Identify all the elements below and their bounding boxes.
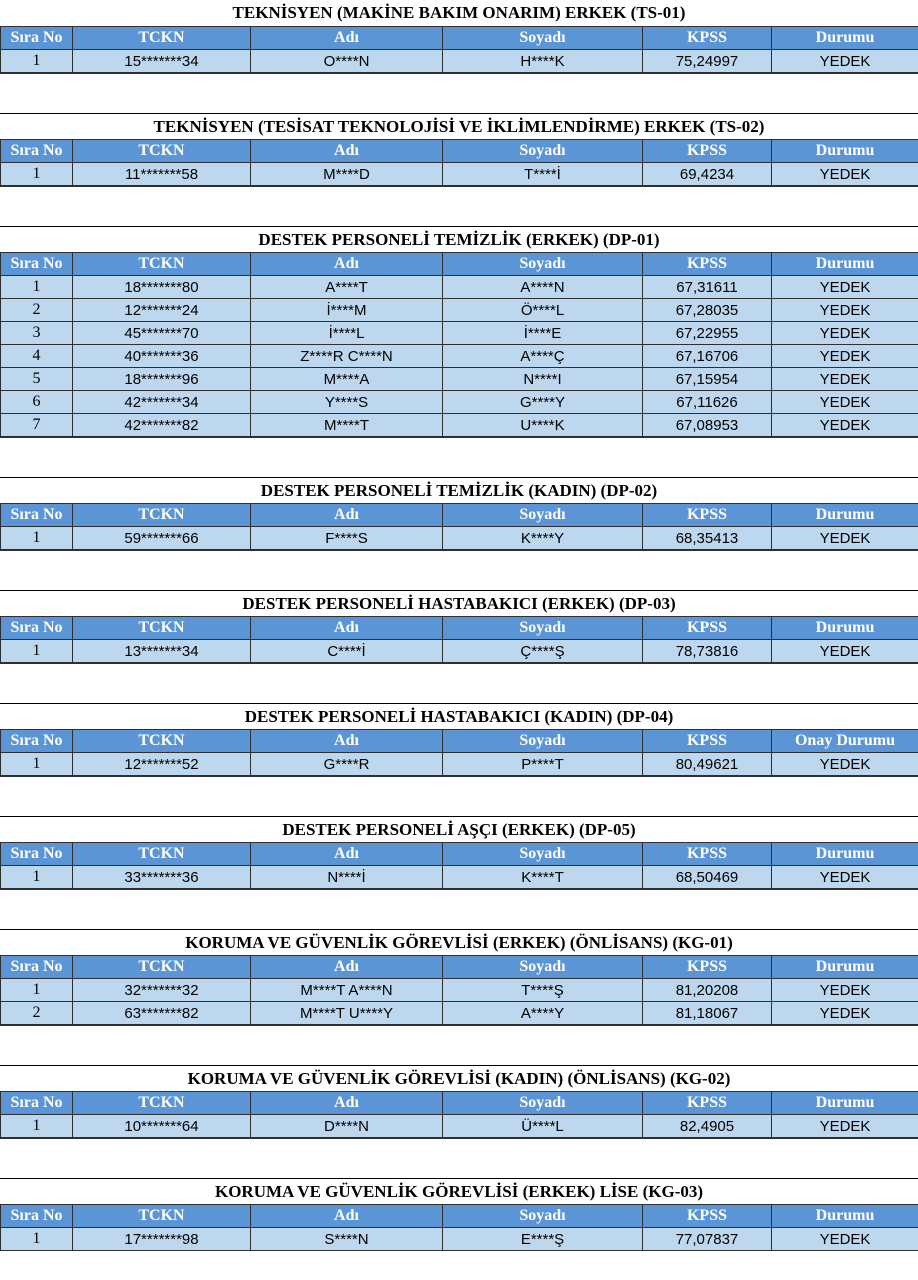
results-table: [0, 252, 918, 437]
section-title: DESTEK PERSONELİ TEMİZLİK (KADIN) (DP-02): [0, 477, 918, 503]
cell-adi: M****T U****Y: [251, 1002, 443, 1025]
column-header-tckn: TCKN: [73, 843, 251, 866]
cell-durumu: YEDEK: [772, 299, 918, 322]
header-row: [1, 617, 918, 640]
header-row: [1, 843, 918, 866]
cell-tckn: 42*******82: [73, 414, 251, 437]
section-spacer: [0, 1025, 918, 1065]
cell-durumu: YEDEK: [772, 414, 918, 437]
cell-adi: C****İ: [251, 640, 443, 663]
cell-tckn: 33*******36: [73, 866, 251, 889]
cell-tckn: 32*******32: [73, 979, 251, 1002]
table-row: [1, 640, 918, 663]
cell-sira-no: 1: [1, 866, 73, 889]
column-header-tckn: TCKN: [73, 617, 251, 640]
column-header-adi: Adı: [251, 140, 443, 163]
cell-adi: İ****M: [251, 299, 443, 322]
cell-soyadi: A****Ç: [443, 345, 643, 368]
cell-sira-no: 1: [1, 640, 73, 663]
column-header-tckn: TCKN: [73, 1205, 251, 1228]
column-header-soyadi: Soyadı: [443, 956, 643, 979]
cell-tckn: 40*******36: [73, 345, 251, 368]
results-table: [0, 616, 918, 663]
cell-tckn: 11*******58: [73, 163, 251, 186]
result-section: [0, 590, 918, 703]
cell-kpss: 67,08953: [643, 414, 772, 437]
section-title: DESTEK PERSONELİ AŞÇI (ERKEK) (DP-05): [0, 816, 918, 842]
column-header-adi: Adı: [251, 253, 443, 276]
section-spacer: [0, 437, 918, 477]
cell-durumu: YEDEK: [772, 50, 918, 73]
result-section: [0, 816, 918, 929]
table-row: [1, 50, 918, 73]
results-table: [0, 842, 918, 889]
cell-sira-no: 5: [1, 368, 73, 391]
table-row: [1, 322, 918, 345]
table-row: [1, 414, 918, 437]
cell-sira-no: 1: [1, 276, 73, 299]
column-header-sira-no: Sıra No: [1, 956, 73, 979]
cell-soyadi: U****K: [443, 414, 643, 437]
cell-adi: A****T: [251, 276, 443, 299]
cell-kpss: 67,11626: [643, 391, 772, 414]
column-header-soyadi: Soyadı: [443, 843, 643, 866]
cell-tckn: 12*******24: [73, 299, 251, 322]
cell-adi: N****İ: [251, 866, 443, 889]
column-header-kpss: KPSS: [643, 504, 772, 527]
table-row: [1, 527, 918, 550]
cell-tckn: 45*******70: [73, 322, 251, 345]
column-header-soyadi: Soyadı: [443, 730, 643, 753]
section-spacer: [0, 186, 918, 226]
column-header-sira-no: Sıra No: [1, 1092, 73, 1115]
section-title: KORUMA VE GÜVENLİK GÖREVLİSİ (KADIN) (ÖNLİSANS) (KG-02): [0, 1065, 918, 1091]
column-header-adi: Adı: [251, 1205, 443, 1228]
cell-soyadi: G****Y: [443, 391, 643, 414]
column-header-sira-no: Sıra No: [1, 27, 73, 50]
cell-adi: M****T A****N: [251, 979, 443, 1002]
cell-sira-no: 1: [1, 50, 73, 73]
cell-kpss: 68,50469: [643, 866, 772, 889]
column-header-sira-no: Sıra No: [1, 253, 73, 276]
column-header-durumu: Durumu: [772, 843, 918, 866]
cell-kpss: 81,18067: [643, 1002, 772, 1025]
cell-tckn: 18*******80: [73, 276, 251, 299]
column-header-kpss: KPSS: [643, 617, 772, 640]
cell-sira-no: 7: [1, 414, 73, 437]
result-section: [0, 113, 918, 226]
cell-sira-no: 1: [1, 1115, 73, 1138]
column-header-tckn: TCKN: [73, 253, 251, 276]
cell-adi: Z****R C****N: [251, 345, 443, 368]
cell-durumu: YEDEK: [772, 368, 918, 391]
cell-tckn: 18*******96: [73, 368, 251, 391]
column-header-adi: Adı: [251, 504, 443, 527]
section-spacer: [0, 889, 918, 929]
section-spacer: [0, 776, 918, 816]
cell-sira-no: 3: [1, 322, 73, 345]
column-header-soyadi: Soyadı: [443, 1092, 643, 1115]
results-table: [0, 503, 918, 550]
column-header-durumu: Durumu: [772, 27, 918, 50]
cell-sira-no: 2: [1, 299, 73, 322]
cell-durumu: YEDEK: [772, 276, 918, 299]
cell-kpss: 67,28035: [643, 299, 772, 322]
cell-soyadi: T****İ: [443, 163, 643, 186]
table-row: [1, 979, 918, 1002]
cell-sira-no: 2: [1, 1002, 73, 1025]
column-header-sira-no: Sıra No: [1, 1205, 73, 1228]
cell-soyadi: K****T: [443, 866, 643, 889]
header-row: [1, 730, 918, 753]
cell-soyadi: Ö****L: [443, 299, 643, 322]
table-row: [1, 299, 918, 322]
result-section: [0, 1065, 918, 1178]
header-row: [1, 27, 918, 50]
cell-soyadi: T****Ş: [443, 979, 643, 1002]
column-header-durumu: Onay Durumu: [772, 730, 918, 753]
result-section: [0, 929, 918, 1065]
cell-durumu: YEDEK: [772, 1228, 918, 1251]
column-header-kpss: KPSS: [643, 1092, 772, 1115]
results-table: [0, 26, 918, 73]
cell-adi: O****N: [251, 50, 443, 73]
column-header-soyadi: Soyadı: [443, 27, 643, 50]
section-title: TEKNİSYEN (TESİSAT TEKNOLOJİSİ VE İKLİMLENDİRME) ERKEK (TS-02): [0, 113, 918, 139]
cell-kpss: 78,73816: [643, 640, 772, 663]
column-header-adi: Adı: [251, 956, 443, 979]
table-row: [1, 1002, 918, 1025]
column-header-kpss: KPSS: [643, 843, 772, 866]
cell-durumu: YEDEK: [772, 1002, 918, 1025]
table-row: [1, 866, 918, 889]
cell-adi: M****A: [251, 368, 443, 391]
cell-tckn: 12*******52: [73, 753, 251, 776]
column-header-kpss: KPSS: [643, 730, 772, 753]
header-row: [1, 504, 918, 527]
cell-soyadi: A****Y: [443, 1002, 643, 1025]
table-row: [1, 345, 918, 368]
column-header-kpss: KPSS: [643, 1205, 772, 1228]
result-section: [0, 703, 918, 816]
table-row: [1, 276, 918, 299]
column-header-soyadi: Soyadı: [443, 617, 643, 640]
column-header-sira-no: Sıra No: [1, 617, 73, 640]
cell-tckn: 42*******34: [73, 391, 251, 414]
section-title: KORUMA VE GÜVENLİK GÖREVLİSİ (ERKEK) (ÖNLİSANS) (KG-01): [0, 929, 918, 955]
cell-tckn: 15*******34: [73, 50, 251, 73]
cell-adi: G****R: [251, 753, 443, 776]
cell-kpss: 67,15954: [643, 368, 772, 391]
cell-sira-no: 6: [1, 391, 73, 414]
cell-tckn: 10*******64: [73, 1115, 251, 1138]
result-section: [0, 226, 918, 477]
cell-durumu: YEDEK: [772, 1115, 918, 1138]
column-header-kpss: KPSS: [643, 253, 772, 276]
header-row: [1, 956, 918, 979]
cell-adi: İ****L: [251, 322, 443, 345]
section-title: DESTEK PERSONELİ HASTABAKICI (KADIN) (DP-04): [0, 703, 918, 729]
cell-adi: D****N: [251, 1115, 443, 1138]
section-spacer: [0, 663, 918, 703]
section-spacer: [0, 1138, 918, 1178]
cell-sira-no: 1: [1, 979, 73, 1002]
cell-soyadi: Ü****L: [443, 1115, 643, 1138]
table-row: [1, 753, 918, 776]
cell-kpss: 75,24997: [643, 50, 772, 73]
section-title: DESTEK PERSONELİ TEMİZLİK (ERKEK) (DP-01): [0, 226, 918, 252]
column-header-adi: Adı: [251, 730, 443, 753]
section-title: DESTEK PERSONELİ HASTABAKICI (ERKEK) (DP-03): [0, 590, 918, 616]
result-section: [0, 477, 918, 590]
result-section: [0, 0, 918, 113]
column-header-soyadi: Soyadı: [443, 253, 643, 276]
column-header-kpss: KPSS: [643, 140, 772, 163]
column-header-tckn: TCKN: [73, 956, 251, 979]
column-header-kpss: KPSS: [643, 956, 772, 979]
header-row: [1, 1092, 918, 1115]
cell-soyadi: İ****E: [443, 322, 643, 345]
cell-sira-no: 1: [1, 163, 73, 186]
cell-tckn: 13*******34: [73, 640, 251, 663]
results-table: [0, 955, 918, 1025]
cell-kpss: 82,4905: [643, 1115, 772, 1138]
column-header-durumu: Durumu: [772, 140, 918, 163]
column-header-soyadi: Soyadı: [443, 140, 643, 163]
cell-durumu: YEDEK: [772, 866, 918, 889]
cell-adi: Y****S: [251, 391, 443, 414]
cell-tckn: 59*******66: [73, 527, 251, 550]
cell-durumu: YEDEK: [772, 391, 918, 414]
column-header-tckn: TCKN: [73, 27, 251, 50]
results-table: [0, 1091, 918, 1138]
column-header-kpss: KPSS: [643, 27, 772, 50]
header-row: [1, 253, 918, 276]
section-title: KORUMA VE GÜVENLİK GÖREVLİSİ (ERKEK) LİSE (KG-03): [0, 1178, 918, 1204]
column-header-sira-no: Sıra No: [1, 730, 73, 753]
cell-soyadi: A****N: [443, 276, 643, 299]
column-header-tckn: TCKN: [73, 1092, 251, 1115]
section-title: TEKNİSYEN (MAKİNE BAKIM ONARIM) ERKEK (TS-01): [232, 3, 686, 22]
cell-kpss: 68,35413: [643, 527, 772, 550]
column-header-sira-no: Sıra No: [1, 504, 73, 527]
cell-durumu: YEDEK: [772, 345, 918, 368]
results-table: [0, 1204, 918, 1251]
column-header-tckn: TCKN: [73, 140, 251, 163]
column-header-durumu: Durumu: [772, 1205, 918, 1228]
results-table: [0, 729, 918, 776]
section-spacer: [0, 73, 918, 113]
header-row: [1, 140, 918, 163]
cell-adi: S****N: [251, 1228, 443, 1251]
column-header-sira-no: Sıra No: [1, 140, 73, 163]
column-header-adi: Adı: [251, 843, 443, 866]
table-row: [1, 163, 918, 186]
column-header-adi: Adı: [251, 27, 443, 50]
cell-sira-no: 1: [1, 527, 73, 550]
column-header-durumu: Durumu: [772, 1092, 918, 1115]
cell-kpss: 67,16706: [643, 345, 772, 368]
cell-sira-no: 1: [1, 1228, 73, 1251]
column-header-soyadi: Soyadı: [443, 1205, 643, 1228]
cell-sira-no: 1: [1, 753, 73, 776]
section-spacer: [0, 550, 918, 590]
column-header-tckn: TCKN: [73, 504, 251, 527]
table-row: [1, 1228, 918, 1251]
cell-adi: M****D: [251, 163, 443, 186]
table-row: [1, 368, 918, 391]
result-section: [0, 1178, 918, 1251]
cell-tckn: 63*******82: [73, 1002, 251, 1025]
table-row: [1, 391, 918, 414]
cell-durumu: YEDEK: [772, 979, 918, 1002]
table-row: [1, 1115, 918, 1138]
cell-soyadi: P****T: [443, 753, 643, 776]
column-header-durumu: Durumu: [772, 504, 918, 527]
cell-durumu: YEDEK: [772, 163, 918, 186]
cell-durumu: YEDEK: [772, 527, 918, 550]
cell-kpss: 81,20208: [643, 979, 772, 1002]
cell-kpss: 69,4234: [643, 163, 772, 186]
results-table: [0, 139, 918, 186]
cell-soyadi: E****Ş: [443, 1228, 643, 1251]
column-header-adi: Adı: [251, 617, 443, 640]
column-header-durumu: Durumu: [772, 617, 918, 640]
column-header-durumu: Durumu: [772, 956, 918, 979]
cell-sira-no: 4: [1, 345, 73, 368]
cell-adi: M****T: [251, 414, 443, 437]
cell-kpss: 80,49621: [643, 753, 772, 776]
cell-kpss: 77,07837: [643, 1228, 772, 1251]
cell-durumu: YEDEK: [772, 322, 918, 345]
cell-soyadi: H****K: [443, 50, 643, 73]
cell-soyadi: N****I: [443, 368, 643, 391]
cell-soyadi: K****Y: [443, 527, 643, 550]
cell-adi: F****S: [251, 527, 443, 550]
column-header-adi: Adı: [251, 1092, 443, 1115]
column-header-durumu: Durumu: [772, 253, 918, 276]
cell-tckn: 17*******98: [73, 1228, 251, 1251]
cell-kpss: 67,22955: [643, 322, 772, 345]
column-header-soyadi: Soyadı: [443, 504, 643, 527]
cell-durumu: YEDEK: [772, 753, 918, 776]
header-row: [1, 1205, 918, 1228]
cell-soyadi: Ç****Ş: [443, 640, 643, 663]
column-header-sira-no: Sıra No: [1, 843, 73, 866]
cell-kpss: 67,31611: [643, 276, 772, 299]
column-header-tckn: TCKN: [73, 730, 251, 753]
cell-durumu: YEDEK: [772, 640, 918, 663]
